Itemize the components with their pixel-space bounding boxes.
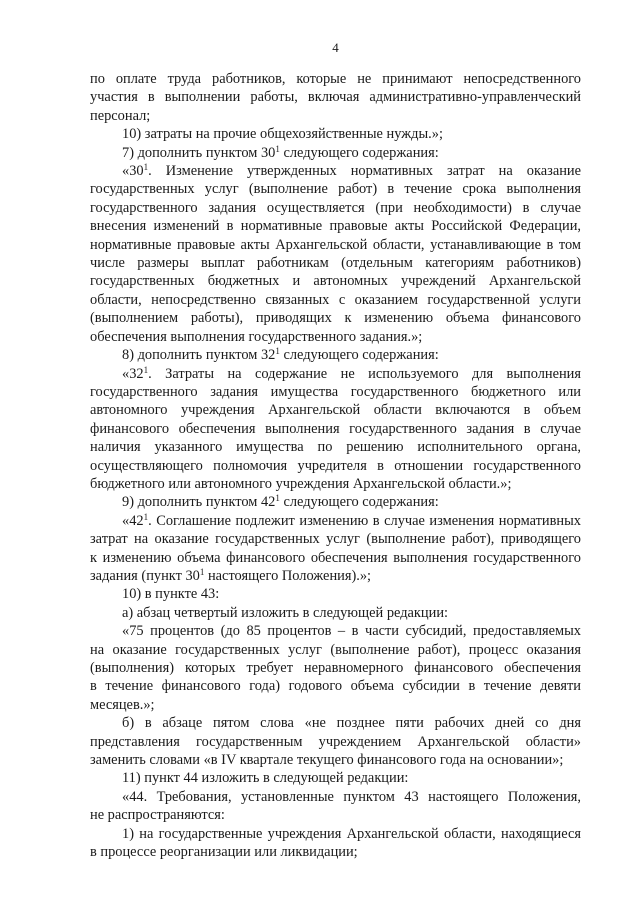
text-run: . Соглашение подлежит изменению в случае изменения нормативных [148,512,581,529]
paragraph-line: государственного задания имущества государственного бюджетного или [90,383,581,400]
text-run: 8) дополнить пунктом 32 [122,347,276,364]
paragraph-line: обеспечения выполнения государственного задания.»; [90,328,423,345]
text-run: «42 [122,512,144,529]
page-number: 4 [332,40,339,55]
paragraph-line: (выполнением работы), приводящих к изменению объема финансового [90,310,581,327]
text-run: следующего содержания: [279,144,439,161]
paragraph-line: нормативные правовые акты Архангельской области, устанавливающие в том [90,236,581,253]
paragraph-line: «75 процентов (до 85 процентов – в части субсидий, предоставляемых [122,623,581,640]
paragraph-line: финансового обеспечения выполнения государственного задания в случае [90,420,581,437]
paragraph-line: (выполнения) которых требует неравномерного финансового обеспечения [90,660,581,676]
paragraph-line: к изменению объема финансового обеспечения выполнения государственного [90,549,581,566]
superscript-index: 1 [199,566,205,577]
paragraph-line: государственных бюджетных и автономных учреждений Архангельской [90,273,581,290]
text-run: «30 [122,163,144,180]
paragraph-line: 10) затраты на прочие общехозяйственные нужды.»; [122,126,443,143]
paragraph-line: в процессе реорганизации или ликвидации; [90,844,358,861]
text-run: 9) дополнить пунктом 42 [122,494,276,511]
paragraph-line: а) абзац четвертый изложить в следующей редакции: [122,604,449,621]
superscript-index: 1 [143,511,149,522]
paragraph-line [90,144,581,162]
paragraph-line: области, непосредственно связанных с оказанием государственной услуги [90,291,581,308]
document-body [90,70,581,861]
paragraph-line: месяцев.»; [90,696,155,713]
paragraph-line: б) в абзаце пятом слова «не позднее пяти рабочих дней со дня [122,715,581,732]
superscript-index: 1 [143,364,149,375]
paragraph-line: осуществляющего полномочия учредителя в отношении государственного [90,457,581,474]
paragraph-line [90,567,581,585]
superscript-index: 1 [275,346,280,357]
paragraph-line: числе размеры выплат работникам (отдельным категориям работников) [90,255,581,272]
paragraph-line: заменить словами «в IV квартале текущего финансового года на основании»; [90,752,564,769]
paragraph-line: «44. Требования, установленные пунктом 43 настоящего Положения, [122,788,581,805]
text-run: «32 [122,365,144,382]
text-run: следующего содержания: [279,347,439,364]
paragraph-line: не распространяются: [90,807,225,824]
paragraph-line [90,493,581,511]
superscript-index: 1 [275,143,280,154]
text-run: настоящего Положения).»; [204,567,372,584]
paragraph-line: 1) на государственные учреждения Архангельской области, находящиеся [122,825,581,842]
paragraph-line: государственных услуг (выполнение работ) в течение срока выполнения [90,181,581,198]
paragraph-line [90,512,581,530]
paragraph-line: в течение финансового года) годового объема субсидии в течение девяти [90,678,581,695]
paragraph-line: на оказание государственных услуг (выполнение работ), процесс оказания [90,641,581,658]
paragraph-line: 10) в пункте 43: [122,586,220,603]
superscript-index: 1 [275,493,280,504]
paragraph-line [90,162,581,180]
paragraph-line: персонал; [90,107,151,124]
paragraph-line: наличия указанного имущества по решению исполнительного органа, [90,439,581,456]
paragraph-line: представления государственным учреждением Архангельской области» [90,733,581,750]
paragraph-line: бюджетного или автономного учреждения Архангельской области.»; [90,475,512,492]
text-run: следующего содержания: [279,494,439,511]
paragraph-line: государственного задания осуществляется (при необходимости) в случае [90,199,581,216]
paragraph-line: затрат на оказание государственных услуг (выполнение работ), приводящего [90,531,581,548]
paragraph-line: участия в выполнении работы, включая административно-управленческий [90,89,581,106]
text-run: 7) дополнить пунктом 30 [122,144,276,161]
text-run: . Затраты на содержание не используемого для выполнения [148,365,581,382]
paragraph-line: по оплате труда работников, которые не принимают непосредственного [90,71,581,87]
paragraph-line: автономного учреждения Архангельской области включаются в объем [90,402,581,419]
paragraph-line: внесения изменений в нормативные правовые акты Российской Федерации, [90,218,581,235]
text-run: . Изменение утвержденных нормативных затрат на оказание [148,163,581,180]
paragraph-line [90,365,581,383]
paragraph-line: 11) пункт 44 изложить в следующей редакции: [122,770,409,787]
paragraph-line [90,346,581,364]
text-run: задания (пункт 30 [90,567,200,584]
superscript-index: 1 [143,162,149,173]
